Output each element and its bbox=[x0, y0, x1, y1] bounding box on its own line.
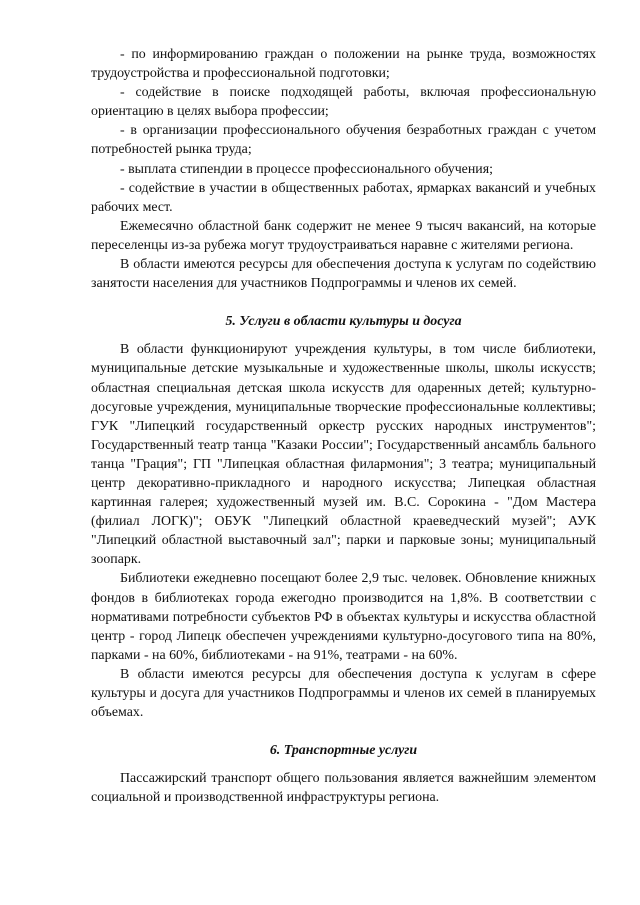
document-page bbox=[91, 45, 596, 807]
paragraph: - по информированию граждан о положении на рынке труда, возможностях трудоустройства и профессиональной подготовки; bbox=[91, 47, 596, 82]
paragraph: Библиотеки ежедневно посещают более 2,9 тыс. человек. Обновление книжных фондов в библиотеках города ежегодно производится на 1,8%. В соответствии с нормативами потребности субъектов РФ в объектах культуры и искусства областной центр - город Липецк обеспечен учреждениями культурно-досугового типа на 80%, парками - на 60%, библиотеками - на 91%, театрами - на 60%. bbox=[91, 571, 596, 663]
paragraph: Пассажирский транспорт общего пользования является важнейшим элементом социальной и производственной инфраструктуры региона. bbox=[91, 771, 596, 806]
paragraph: - содействие в участии в общественных работах, ярмарках вакансий и учебных рабочих мест. bbox=[91, 180, 596, 215]
paragraph: - в организации профессионального обучения безработных граждан с учетом потребностей рынка труда; bbox=[91, 123, 596, 158]
paragraph: Ежемесячно областной банк содержит не менее 9 тысяч вакансий, на которые переселенцы из-за рубежа могут трудоустраиваться наравне с жителями региона. bbox=[91, 218, 596, 253]
paragraph: - выплата стипендии в процессе профессионального обучения; bbox=[120, 161, 493, 177]
paragraph: В области имеются ресурсы для обеспечения доступа к услугам в сфере культуры и досуга для участников Подпрограммы и членов их семей в планируемых объемах. bbox=[91, 666, 596, 721]
paragraph: В области имеются ресурсы для обеспечения доступа к услугам по содействию занятости населения для участников Подпрограммы и членов их семей. bbox=[91, 257, 596, 292]
section-heading: 5. Услуги в области культуры и досуга bbox=[225, 314, 462, 330]
section-heading: 6. Транспортные услуги bbox=[269, 743, 418, 759]
paragraph: - содействие в поиске подходящей работы, включая профессиональную ориентацию в целях выбора профессии; bbox=[91, 85, 596, 120]
paragraph: В области функционируют учреждения культуры, в том числе библиотеки, муниципальные детские музыкальные и художественные школы, школы искусств; областная специальная детская школа искусств для одаренных детей; культурно-досуговые учреждения, муниципальные творческие профессиональные коллективы; ГУК "Липецкий государственный оркестр русских народных инструментов"; Государственный театр танца "Казаки России"; Государственный ансамбль бального танца "Грация"; ГП "Липецкая областная филармония"; 3 театра; муниципальный центр декоративно-прикладного и народного искусства; Липецкая областная картинная галерея; художественный музей им. В.С. Сорокина - "Дом Мастера (филиал ЛОГК)"; ОБУК "Липецкий областной краеведческий музей"; АУК "Липецкий областной выставочный зал"; парки и парковые зоны; муниципальный зоопарк. bbox=[91, 342, 596, 568]
